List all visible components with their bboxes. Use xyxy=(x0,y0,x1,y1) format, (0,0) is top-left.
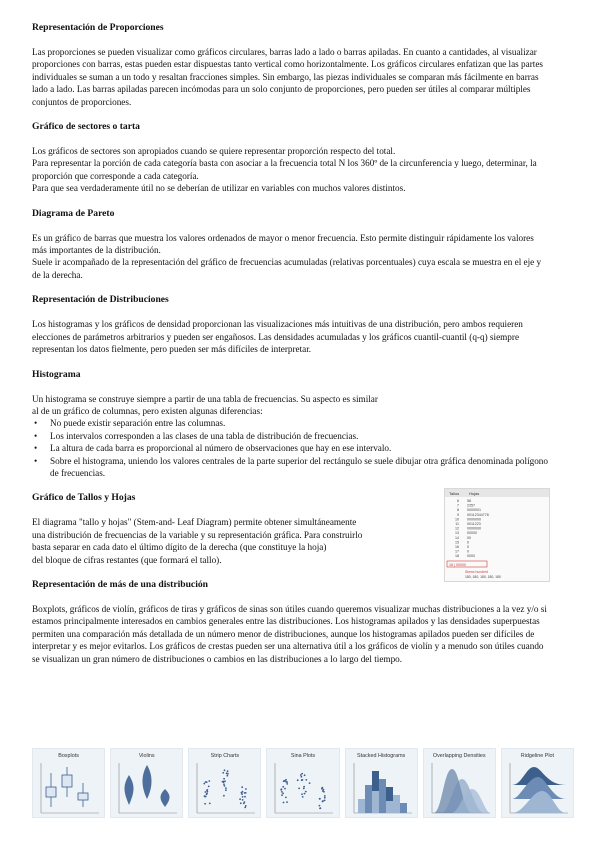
data-point xyxy=(309,782,311,784)
leaf-values: 0000 xyxy=(467,554,475,559)
data-point xyxy=(205,796,207,798)
stem-value: 7 xyxy=(457,503,459,508)
data-point xyxy=(209,803,211,805)
data-point xyxy=(300,774,302,776)
data-point xyxy=(224,769,226,771)
data-point xyxy=(281,791,283,793)
sectores-line-2: Para representar la porción de cada categoría basta con asociar a la frecuencia total N los 360º de la circunferencia y luego, determinar, la proporción que corresponde a cada categoría. xyxy=(32,158,537,181)
thumb-title: Violins xyxy=(138,753,155,759)
data-point xyxy=(225,787,227,789)
leaf-values: 0 xyxy=(467,549,469,554)
data-point xyxy=(242,796,244,798)
leaf-values: 0000000 xyxy=(467,517,481,522)
stem-value: 11 xyxy=(455,522,459,527)
pareto-line-1: Es un gráfico de barras que muestra los valores ordenados de mayor o menor frecuencia. Esto permite distinguir rápidamente los valores más importantes de la distribución. xyxy=(32,232,534,256)
thumb-title: Sina Plots xyxy=(290,753,316,759)
data-point xyxy=(299,788,301,790)
distribution-thumbnails xyxy=(32,748,574,818)
tallos-line-2: una distribución de frecuencias de la variable y su representación gráfica. Para construirlo xyxy=(32,529,363,540)
section-proporciones xyxy=(32,22,548,108)
data-point xyxy=(323,789,325,791)
data-point xyxy=(245,788,247,790)
data-point xyxy=(225,789,227,791)
data-point xyxy=(227,775,229,777)
stem-value: 18 xyxy=(455,554,459,559)
stem-value: 14 xyxy=(455,536,459,541)
sina-plot-icon xyxy=(271,761,335,815)
heading-histograma: Histograma xyxy=(32,368,81,380)
data-point xyxy=(223,778,225,780)
data-point xyxy=(301,776,303,778)
data-point xyxy=(245,807,247,809)
data-point xyxy=(245,792,247,794)
list-item: • No puede existir separación entre las columnas. xyxy=(32,417,548,429)
data-point xyxy=(223,795,225,797)
data-point xyxy=(305,791,307,793)
heading-multiples: Representación de más de una distribución xyxy=(32,578,208,590)
data-point xyxy=(209,780,211,782)
leaf-values: 00 xyxy=(467,536,471,541)
data-point xyxy=(283,780,285,782)
tallos-line-4: del bloque de cifras restantes (que formará el tallo). xyxy=(32,554,222,565)
sectores-line-3: Para que sea verdaderamente útil no se deberían de utilizar en variables con muchos valores distintos. xyxy=(32,183,406,194)
violin-icon xyxy=(115,761,179,815)
leaf-values: 00000 xyxy=(467,531,477,536)
para-multiples: Boxplots, gráficos de violín, gráficos de tiras y gráficos de sinas son útiles cuando queremos visualizar muchas distribuciones a la vez y/o si estamos principalmente interesados en cambios generales entre las distribuciones. Los histogramas apilados y las densidades superpuestas permiten una comparación más detallada de un número menor de distribuciones, aunque los histogramas apilados pueden ser difíciles de interpretar y es mejor evitarlos. Los gráficos de crestas pueden ser una alternativa útil a los gráficos de violín y a menudo son útiles cuando se visualizan un gran número de distribuciones o cambios en las distribuciones a lo largo del tiempo. xyxy=(32,603,547,664)
data-point xyxy=(223,772,225,774)
strip-chart-icon xyxy=(193,761,257,815)
data-point xyxy=(242,791,244,793)
thumb-title: Stacked Histograms xyxy=(357,753,406,759)
data-point xyxy=(285,788,287,790)
data-point xyxy=(206,781,208,783)
data-point xyxy=(241,793,243,795)
thumb-stacked-histograms xyxy=(345,748,418,818)
sectores-line-1: Los gráficos de sectores son apropiados cuando se quiere representar proporción respecto del total. xyxy=(32,146,396,157)
tallos-line-3: basta separar en cada dato el último dígito de la derecha (que constituye la hoja) xyxy=(32,542,327,553)
section-distribuciones xyxy=(32,294,548,355)
list-item: • Los intervalos corresponden a las clases de una tabla de distribución de frecuencias. xyxy=(32,430,548,442)
data-point xyxy=(322,787,324,789)
data-point xyxy=(204,803,206,805)
data-point xyxy=(222,781,224,783)
data-point xyxy=(322,801,324,803)
data-point xyxy=(223,783,225,785)
data-point xyxy=(283,793,285,795)
leaf-values: 0011223 xyxy=(467,522,481,527)
data-point xyxy=(303,788,305,790)
section-histograma xyxy=(32,369,548,480)
data-point xyxy=(240,802,242,804)
stem-column-header: Tallos xyxy=(449,491,460,497)
data-point xyxy=(283,786,285,788)
data-point xyxy=(208,786,210,788)
stem-header-bg xyxy=(445,489,549,497)
data-point xyxy=(242,799,244,801)
leaf-values: 0000000 xyxy=(467,526,481,531)
stacked-histogram-icon xyxy=(350,761,414,815)
data-point xyxy=(324,797,326,799)
data-point xyxy=(224,780,226,782)
heading-proporciones: Representación de Proporciones xyxy=(32,22,164,33)
list-item: • La altura de cada barra es proporcional al número de observaciones que hay en ese intervalo. xyxy=(32,442,548,454)
data-point xyxy=(227,770,229,772)
section-multiples xyxy=(32,579,548,665)
tallos-line-1: El diagrama "tallo y hojas" (Stem-and- Leaf Diagram) permite obtener simultáneamente xyxy=(32,517,357,528)
data-point xyxy=(285,797,287,799)
thumb-title: Strip Charts xyxy=(210,753,240,759)
thumb-title: Boxplots xyxy=(58,753,79,759)
stem-caption: Stems hundred xyxy=(465,570,488,575)
stem-leaf-figure xyxy=(444,488,550,582)
data-point xyxy=(319,805,321,807)
data-point xyxy=(226,772,228,774)
stem-value: 10 xyxy=(455,517,459,522)
data-point xyxy=(287,801,289,803)
leaf-values: 58 xyxy=(467,499,471,504)
data-point xyxy=(244,796,246,798)
stem-value: 8 xyxy=(457,508,459,513)
data-point xyxy=(224,785,226,787)
data-point xyxy=(319,798,321,800)
data-point xyxy=(286,781,288,783)
data-point xyxy=(324,800,326,802)
data-point xyxy=(297,779,299,781)
data-point xyxy=(283,802,285,804)
data-point xyxy=(306,779,308,781)
data-point xyxy=(302,796,304,798)
heading-distribuciones: Representación de Distribuciones xyxy=(32,294,169,306)
tallos-text xyxy=(32,516,432,566)
stem-leaf-svg xyxy=(445,489,549,581)
para-distribuciones: Los histogramas y los gráficos de densidad proporcionan las visualizaciones más intuitivas de una distribución, pero ambos requieren elecciones de parámetros arbitrarios y pueden ser engañosos. Las densidades acumuladas y los gráficos cuantil-cuantil (q-q) siempre representan los datos fielmente, pero pueden ser más difíciles de interpretar. xyxy=(32,319,523,355)
stem-caption-values: 180, 180, 180, 180, 180 xyxy=(465,575,501,580)
leaf-values: 0 xyxy=(467,545,469,550)
data-point xyxy=(301,779,303,781)
list-item: • Sobre el histograma, uniendo los valores centrales de la parte superior del rectángulo se suele dibujar otra gráfica denominada polígono de frecuencias. xyxy=(32,455,548,480)
data-point xyxy=(324,795,326,797)
pareto-line-2: Suele ir acompañado de la representación del gráfico de frecuencias acumuladas (relativas porcentuales) cuya escala se muestra en el eje y de la derecha. xyxy=(32,257,542,280)
data-point xyxy=(244,801,246,803)
ridgeline-icon xyxy=(506,761,570,815)
stem-value: 17 xyxy=(455,549,459,554)
data-point xyxy=(302,773,304,775)
thumb-boxplots xyxy=(32,748,105,818)
leaf-values: 0 xyxy=(467,540,469,545)
data-point xyxy=(304,793,306,795)
data-point xyxy=(206,793,208,795)
stem-value: 13 xyxy=(455,531,459,536)
data-point xyxy=(204,783,206,785)
data-point xyxy=(320,808,322,810)
leaf-values: 00112344778 xyxy=(467,513,489,518)
histograma-line-2: al de un gráfico de columnas, pero existen algunas diferencias: xyxy=(32,405,263,416)
data-point xyxy=(287,783,289,785)
data-point xyxy=(282,794,284,796)
data-point xyxy=(205,791,207,793)
data-point xyxy=(242,786,244,788)
stem-highlight-row: 18 | 00000 xyxy=(449,563,466,568)
data-point xyxy=(302,793,304,795)
stem-value: 9 xyxy=(457,513,459,518)
data-point xyxy=(304,786,306,788)
boxplot-icon xyxy=(37,761,101,815)
data-point xyxy=(281,789,283,791)
data-point xyxy=(239,798,241,800)
stem-value: 16 xyxy=(455,545,459,550)
section-tallos xyxy=(32,491,548,580)
leaf-values: 0000001 xyxy=(467,508,481,513)
thumb-title: Ridgeline Plot xyxy=(520,753,555,759)
data-point xyxy=(286,779,288,781)
stem-value: 12 xyxy=(455,526,459,531)
thumb-ridgeline-plot xyxy=(501,748,574,818)
thumb-sina-plots xyxy=(266,748,339,818)
leaf-column-header: Hojas xyxy=(469,491,480,497)
thumb-title: Overlapping Densities xyxy=(432,753,486,759)
stem-value: 6 xyxy=(457,499,459,504)
histograma-bullets xyxy=(32,417,548,479)
heading-tallos: Gráfico de Tallos y Hojas xyxy=(32,492,136,504)
stem-value: 15 xyxy=(455,540,459,545)
overlapping-density-icon xyxy=(428,761,492,815)
para-proporciones: Las proporciones se pueden visualizar como gráficos circulares, barras lado a lado o barras apiladas. En cuanto a cantidades, al visualizar proporciones con barras, estas pueden estar dispuestas tanto vertical como horizontalmente. Los gráficos circulares enfatizan que las partes individuales se suman a un todo y resaltan fracciones simples. Sin embargo, las piezas individuales se comparan más fácilmente en barras lado a lado. Las barras apiladas parecen incómodas para un solo conjunto de proporciones, pero pueden ser útiles al comparar múltiples conjuntos de proporciones. xyxy=(32,47,543,107)
thumb-overlapping-densities xyxy=(423,748,496,818)
leaf-values: 2357 xyxy=(467,503,475,508)
thumb-strip-charts xyxy=(188,748,261,818)
histograma-line-1: Un histograma se construye siempre a partir de una tabla de frecuencias. Su aspecto es similar xyxy=(32,393,378,404)
heading-pareto: Diagrama de Pareto xyxy=(32,207,115,219)
section-pareto xyxy=(32,208,548,282)
document-body xyxy=(32,22,548,678)
data-point xyxy=(207,789,209,791)
thumb-violins xyxy=(110,748,183,818)
data-point xyxy=(304,774,306,776)
heading-sectores: Gráfico de sectores o tarta xyxy=(32,121,140,133)
section-sectores xyxy=(32,121,548,195)
